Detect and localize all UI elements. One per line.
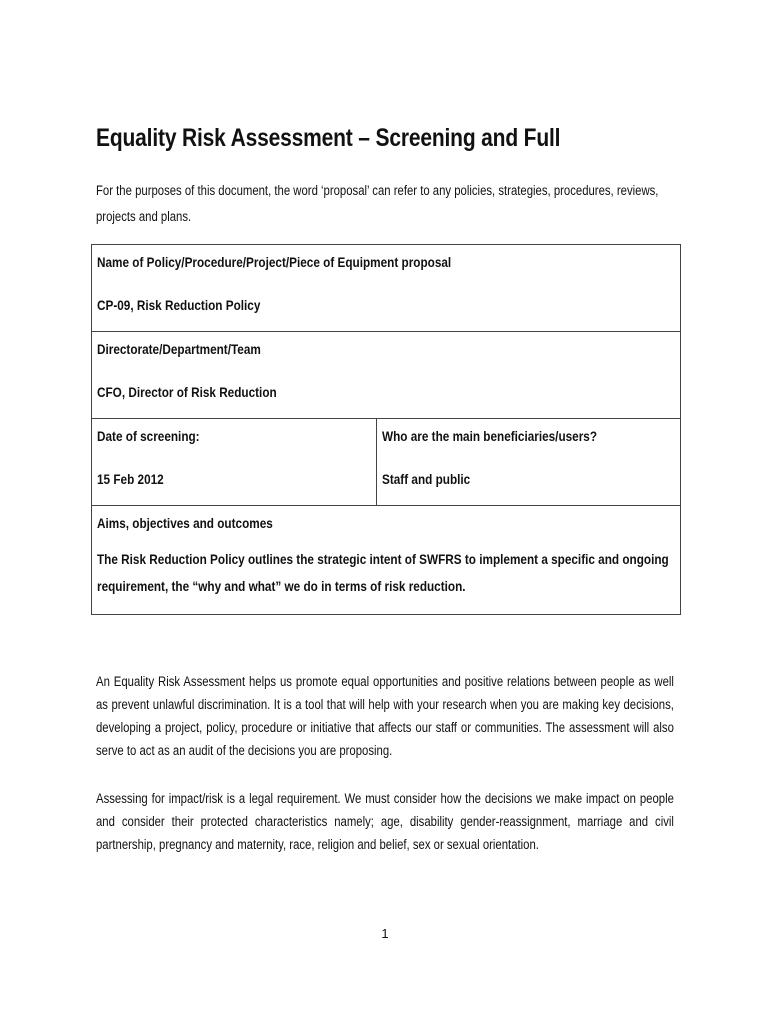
- paragraph-purpose-text: An Equality Risk Assessment helps us promote equal opportunities and positive relations between people as well as prevent unlawful discrimination. It is a tool that will help with your research when you are making key decisions, developing a project, policy, procedure or initiative that affects our staff or communities. The assessment will also serve to act as an audit of the decisions you are proposing.: [96, 674, 674, 758]
- aims-cell: [92, 506, 681, 615]
- beneficiaries-cell: [377, 419, 681, 506]
- date-label: Date of screening:: [97, 428, 200, 444]
- screening-form-table: [91, 244, 681, 615]
- page-title-text: Equality Risk Assessment – Screening and Full: [96, 124, 561, 152]
- page-number: 1: [381, 926, 389, 941]
- intro-text: [96, 178, 676, 230]
- name-value: CP-09, Risk Reduction Policy: [97, 297, 261, 313]
- directorate-label: Directorate/Department/Team: [97, 341, 261, 357]
- paragraph-legal-text: Assessing for impact/risk is a legal requirement. We must consider how the decisions we make impact on people and consider their protected characteristics namely; age, disability gender-reassignment, marriage and civil partnership, pregnancy and maternity, race, religion and belief, sex or sexual orientation.: [96, 791, 674, 852]
- aims-value: The Risk Reduction Policy outlines the strategic intent of SWFRS to implement a specific and ongoing requirement, the “why and what” we do in terms of risk reduction.: [97, 551, 669, 594]
- page-title: [96, 124, 649, 153]
- name-label: Name of Policy/Procedure/Project/Piece of Equipment proposal: [97, 254, 452, 270]
- paragraph-legal: [96, 787, 674, 856]
- aims-label: Aims, objectives and outcomes: [97, 515, 273, 531]
- name-cell: [92, 245, 681, 332]
- date-value: 15 Feb 2012: [97, 471, 164, 487]
- form-row-directorate: [92, 332, 681, 419]
- form-row-aims: [92, 506, 681, 615]
- paragraph-purpose: [96, 670, 674, 762]
- date-cell: [92, 419, 377, 506]
- beneficiaries-label: Who are the main beneficiaries/users?: [382, 428, 598, 444]
- directorate-value: CFO, Director of Risk Reduction: [97, 384, 277, 400]
- beneficiaries-value: Staff and public: [382, 471, 471, 487]
- form-row-date-beneficiaries: [92, 419, 681, 506]
- intro-text-body: For the purposes of this document, the word ‘proposal’ can refer to any policies, strategies, procedures, reviews, projects and plans.: [96, 183, 659, 224]
- directorate-cell: [92, 332, 681, 419]
- form-row-name: [92, 245, 681, 332]
